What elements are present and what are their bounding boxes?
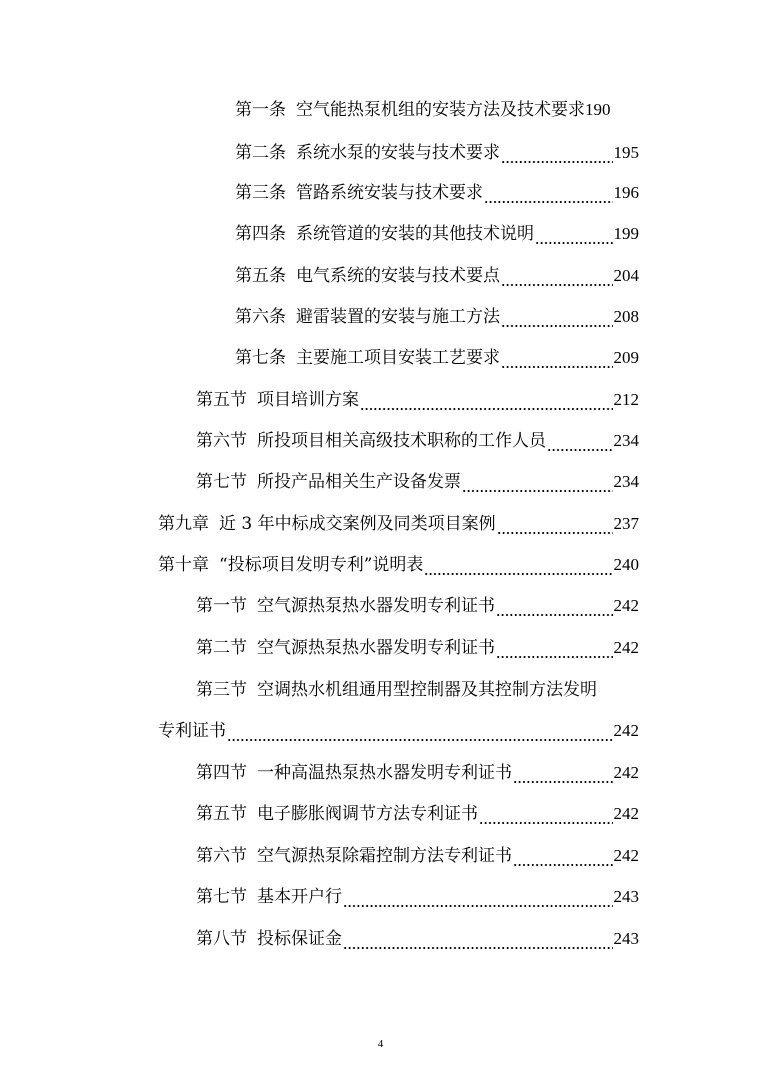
- toc-title: 系统管道的安装的其他技术说明: [296, 224, 534, 244]
- toc-page: 242: [613, 596, 639, 615]
- toc-label: 第二节: [196, 638, 247, 658]
- toc-entry[interactable]: [235, 264, 639, 288]
- toc-label: 第一条: [235, 100, 286, 120]
- dot-leader: [424, 570, 612, 577]
- dot-leader: [501, 281, 613, 288]
- toc-title: 所投产品相关生产设备发票: [257, 472, 461, 492]
- toc-page: 190: [585, 100, 611, 119]
- toc-title: 电子膨胀阀调节方法专利证书: [257, 804, 478, 824]
- toc-title: 电气系统的安装与技术要点: [296, 266, 500, 286]
- dot-leader: [513, 778, 613, 785]
- toc-title: 项目培训方案: [257, 390, 359, 410]
- toc-entry[interactable]: [196, 844, 639, 868]
- toc-entry[interactable]: [196, 388, 639, 412]
- toc-title: 系统水泵的安装与技术要求: [296, 143, 500, 163]
- toc-page: 234: [613, 431, 639, 450]
- toc-label: 第四条: [235, 224, 286, 244]
- toc-label: 第一节: [196, 596, 247, 616]
- dot-leader: [497, 529, 613, 536]
- toc-entry[interactable]: [196, 927, 639, 951]
- toc-label: 第三条: [235, 183, 286, 203]
- toc-title: 主要施工项目安装工艺要求: [296, 348, 500, 368]
- toc-chapter-entry[interactable]: [158, 553, 639, 577]
- toc-entry[interactable]: [196, 885, 639, 909]
- toc-title: 一种高温热泵热水器发明专利证书: [257, 763, 512, 783]
- toc-label: 第八节: [196, 929, 247, 949]
- toc-entry[interactable]: [235, 141, 639, 165]
- toc-entry[interactable]: [196, 761, 639, 785]
- toc-title: 空气能热泵机组的安装方法及技术要求: [296, 100, 585, 120]
- dot-leader: [343, 902, 613, 909]
- toc-label: 第五节: [196, 390, 247, 410]
- toc-entry[interactable]: [196, 802, 639, 826]
- dot-leader: [547, 446, 613, 453]
- toc-label: 第三节: [196, 680, 247, 700]
- toc-label: 第六节: [196, 846, 247, 866]
- dot-leader: [360, 405, 613, 412]
- toc-entry-wrapped[interactable]: [196, 678, 639, 702]
- toc-entry[interactable]: [235, 222, 639, 246]
- toc-label: 第十章: [158, 555, 209, 575]
- dot-leader: [227, 736, 613, 743]
- toc-entry[interactable]: [235, 98, 639, 122]
- toc-page: 242: [613, 638, 639, 657]
- toc-page: 242: [613, 846, 639, 865]
- dot-leader: [501, 322, 613, 329]
- toc-page: 204: [613, 266, 639, 285]
- toc-label: 第九章: [158, 514, 209, 534]
- toc-title: “投标项目发明专利”说明表: [219, 555, 424, 575]
- toc-page: 212: [613, 390, 639, 409]
- toc-entry[interactable]: [235, 181, 639, 205]
- toc-label: 第五条: [235, 266, 286, 286]
- toc-title: 管路系统安装与技术要求: [296, 183, 483, 203]
- toc-entry[interactable]: [235, 346, 639, 370]
- dot-leader: [513, 861, 613, 868]
- toc-title: 近 3 年中标成交案例及同类项目案例: [219, 514, 496, 534]
- toc-label: 第四节: [196, 763, 247, 783]
- toc-chapter-entry[interactable]: [158, 512, 639, 536]
- toc-entry[interactable]: [196, 470, 639, 494]
- dot-leader: [535, 239, 613, 246]
- toc-page: 243: [613, 929, 639, 948]
- toc-entry[interactable]: [196, 636, 639, 660]
- dot-leader: [496, 611, 613, 618]
- toc-entry-continuation[interactable]: [158, 719, 639, 743]
- toc-label: 第七条: [235, 348, 286, 368]
- toc-page: 209: [613, 348, 639, 367]
- toc-page: 237: [613, 514, 639, 533]
- toc-title: 空气源热泵除霜控制方法专利证书: [257, 846, 512, 866]
- dot-leader: [501, 158, 613, 165]
- page-number: 4: [377, 1038, 384, 1050]
- toc-label: 第五节: [196, 804, 247, 824]
- toc-label: 第二条: [235, 143, 286, 163]
- dot-leader: [484, 198, 613, 205]
- toc-title: 基本开户行: [257, 887, 342, 907]
- toc-page: 240: [613, 555, 639, 574]
- toc-title: 空调热水机组通用型控制器及其控制方法发明: [257, 680, 597, 700]
- toc-page: 199: [613, 224, 639, 243]
- toc-page: 242: [613, 721, 639, 740]
- toc-title: 空气源热泵热水器发明专利证书: [257, 596, 495, 616]
- toc-label: 第六节: [196, 431, 247, 451]
- toc-page: 208: [613, 307, 639, 326]
- toc-entry[interactable]: [196, 429, 639, 453]
- toc-page: 242: [613, 804, 639, 823]
- dot-leader: [496, 653, 613, 660]
- toc-label: 第七节: [196, 887, 247, 907]
- toc-entry[interactable]: [196, 594, 639, 618]
- toc-page: 234: [613, 472, 639, 491]
- toc-entry[interactable]: [235, 305, 639, 329]
- toc-title: 所投项目相关高级技术职称的工作人员: [257, 431, 546, 451]
- toc-page: 195: [613, 143, 639, 162]
- dot-leader: [462, 487, 613, 494]
- dot-leader: [343, 944, 613, 951]
- dot-leader: [479, 819, 613, 826]
- toc-page: 242: [613, 763, 639, 782]
- toc-title: 避雷装置的安装与施工方法: [296, 307, 500, 327]
- toc-label: 第七节: [196, 472, 247, 492]
- toc-label: 第六条: [235, 307, 286, 327]
- toc-page: 243: [613, 887, 639, 906]
- toc-title-continuation: 专利证书: [158, 721, 226, 741]
- toc-page: 196: [613, 183, 639, 202]
- toc-title: 空气源热泵热水器发明专利证书: [257, 638, 495, 658]
- dot-leader: [501, 363, 613, 370]
- toc-title: 投标保证金: [257, 929, 342, 949]
